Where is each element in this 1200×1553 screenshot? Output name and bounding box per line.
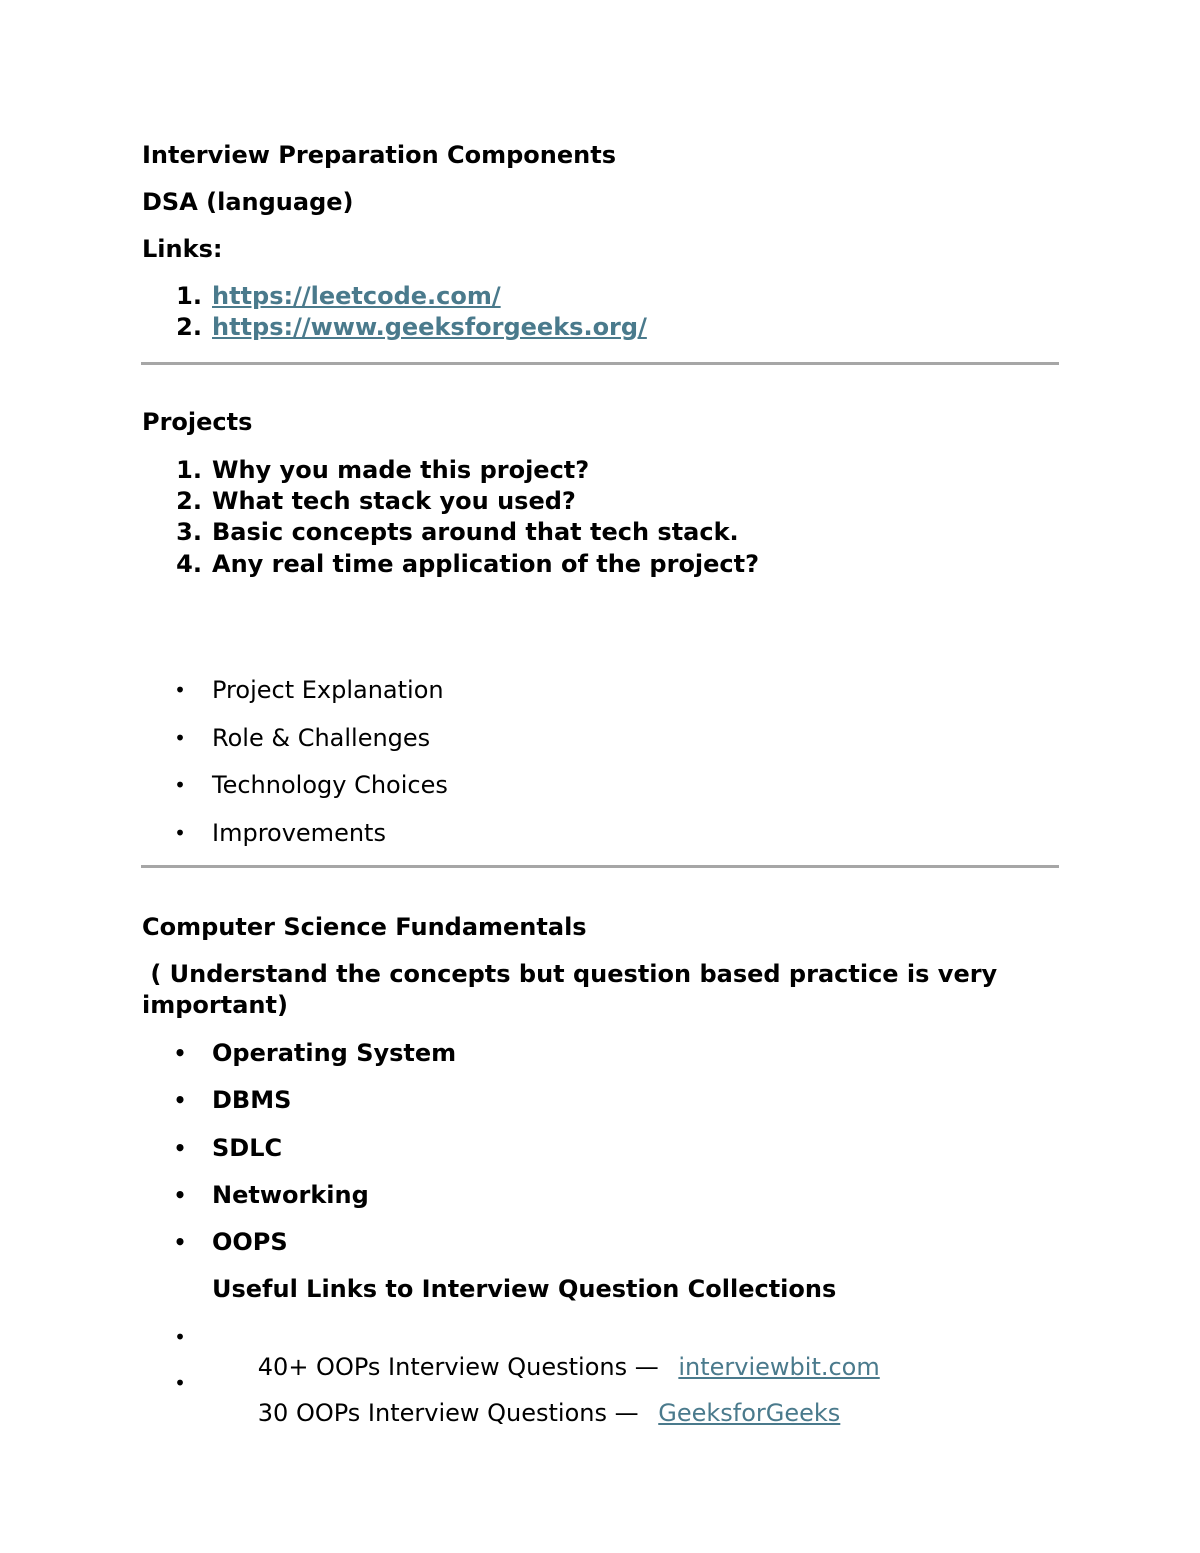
bullet-icon: • [174, 678, 186, 702]
bullet-icon: • [174, 773, 186, 797]
useful-link-text: 30 OOPs Interview Questions — [257, 1399, 647, 1427]
horizontal-rule [141, 362, 1059, 365]
projects-heading: Projects [142, 408, 253, 436]
leetcode-link[interactable]: https://leetcode.com/ [212, 282, 501, 310]
bullet-icon: • [173, 1088, 187, 1112]
project-point: Improvements [212, 819, 386, 847]
useful-link-text: 40+ OOPs Interview Questions — [257, 1353, 667, 1381]
list-number: 1. [176, 456, 202, 484]
bullet-icon: • [174, 726, 186, 750]
bullet-icon: • [174, 1371, 186, 1395]
csf-note-line1: ( Understand the concepts but question based practice is very [142, 960, 998, 988]
question-text: Any real time application of the project? [212, 550, 760, 578]
project-point: Technology Choices [212, 771, 448, 799]
topic-item: OOPS [212, 1228, 288, 1256]
list-number: 2. [176, 487, 202, 515]
project-point: Project Explanation [212, 676, 444, 704]
list-number: 4. [176, 550, 202, 578]
bullet-icon: • [173, 1230, 187, 1254]
geeksforgeeks-oops-link[interactable]: GeeksforGeeks [658, 1399, 841, 1427]
topic-item: Operating System [212, 1039, 457, 1067]
horizontal-rule [141, 865, 1059, 868]
bullet-icon: • [173, 1041, 187, 1065]
bullet-icon: • [173, 1136, 187, 1160]
page-title: Interview Preparation Components [142, 141, 616, 169]
csf-note-line2: important) [142, 991, 288, 1019]
bullet-icon: • [174, 1325, 186, 1349]
question-text: Why you made this project? [212, 456, 590, 484]
list-number: 2. [176, 313, 202, 341]
interviewbit-link[interactable]: interviewbit.com [678, 1353, 880, 1381]
csf-heading: Computer Science Fundamentals [142, 913, 587, 941]
topic-item: DBMS [212, 1086, 292, 1114]
list-number: 3. [176, 518, 202, 546]
topic-item: Networking [212, 1181, 369, 1209]
bullet-icon: • [173, 1183, 187, 1207]
dsa-heading: DSA (language) [142, 188, 354, 216]
links-label: Links: [142, 235, 223, 263]
useful-links-heading: Useful Links to Interview Question Collections [212, 1275, 837, 1303]
bullet-icon: • [174, 821, 186, 845]
geeksforgeeks-link[interactable]: https://www.geeksforgeeks.org/ [212, 313, 647, 341]
question-text: What tech stack you used? [212, 487, 576, 515]
topic-item: SDLC [212, 1134, 283, 1162]
question-text: Basic concepts around that tech stack. [212, 518, 739, 546]
project-point: Role & Challenges [212, 724, 431, 752]
list-number: 1. [176, 282, 202, 310]
